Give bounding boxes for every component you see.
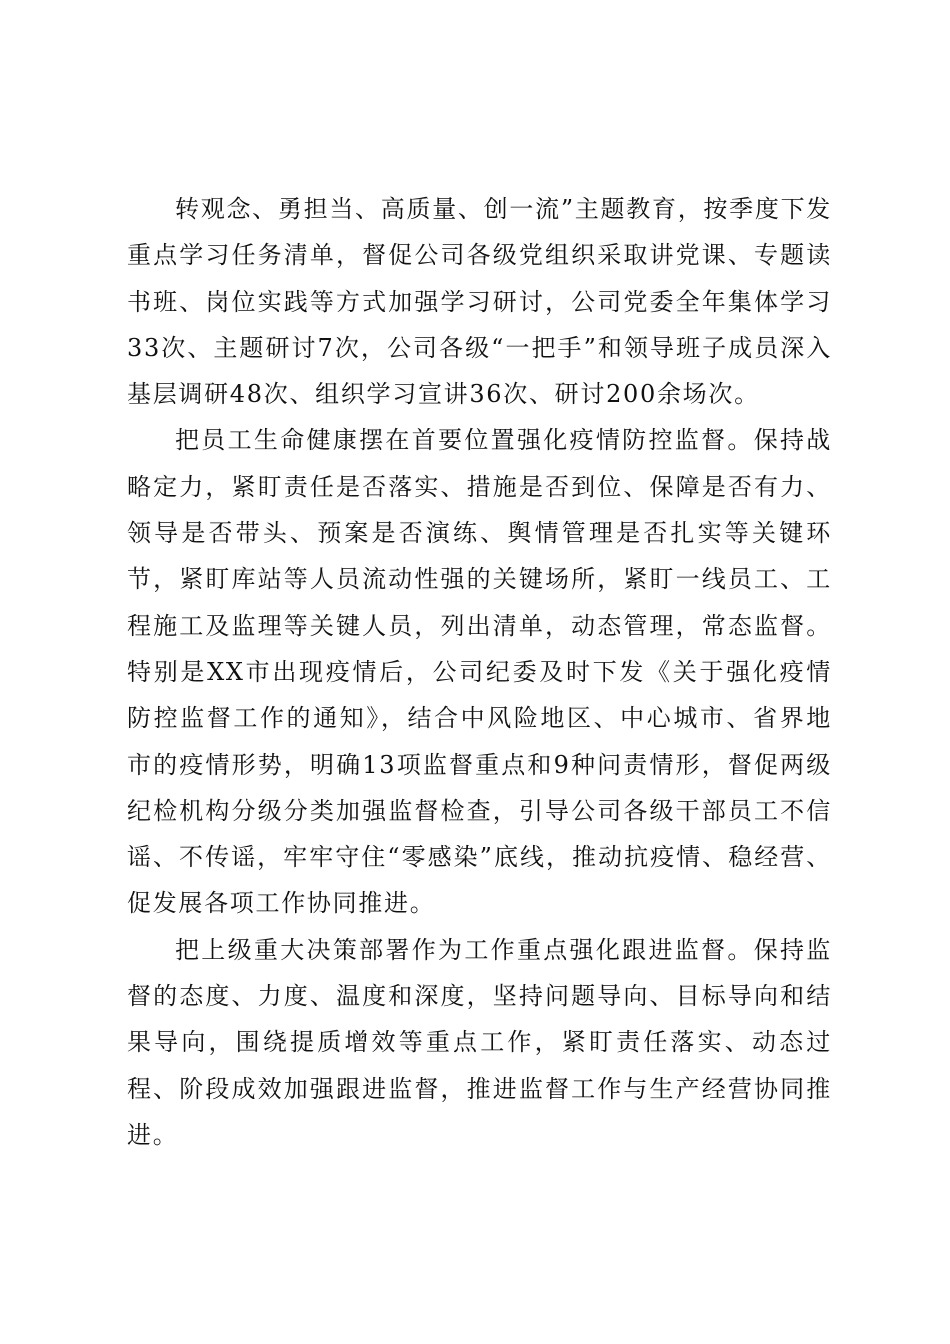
document-body (127, 186, 832, 1158)
paragraph-theme-education: 转观念、勇担当、高质量、创一流”主题教育，按季度下发重点学习任务清单，督促公司各级党组织采取讲党课、专题读书班、岗位实践等方式加强学习研讨，公司党委全年集体学习33次、主题研讨7次，公司各级“一把手”和领导班子成员深入基层调研48次、组织学习宣讲36次、研讨200余场次。 (127, 195, 832, 409)
paragraph-epidemic-supervision: 把员工生命健康摆在首要位置强化疫情防控监督。保持战略定力，紧盯责任是否落实、措施是否到位、保障是否有力、领导是否带头、预案是否演练、舆情管理是否扎实等关键环节，紧盯库站等人员流动性强的关键场所，紧盯一线员工、工程施工及监理等关键人员，列出清单，动态管理，常态监督。特别是XX市出现疫情后，公司纪委及时下发《关于强化疫情防控监督工作的通知》，结合中风险地区、中心城市、省界地市的疫情形势，明确13项监督重点和9种问责情形，督促两级纪检机构分级分类加强监督检查，引导公司各级干部员工不信谣、不传谣，牢牢守住“零感染”底线，推动抗疫情、稳经营、促发展各项工作协同推进。 (127, 426, 832, 918)
paragraph-follow-up-supervision: 把上级重大决策部署作为工作重点强化跟进监督。保持监督的态度、力度、温度和深度，坚持问题导向、目标导向和结果导向，围绕提质增效等重点工作，紧盯责任落实、动态过程、阶段成效加强跟进监督，推进监督工作与生产经营协同推进。 (127, 935, 832, 1149)
